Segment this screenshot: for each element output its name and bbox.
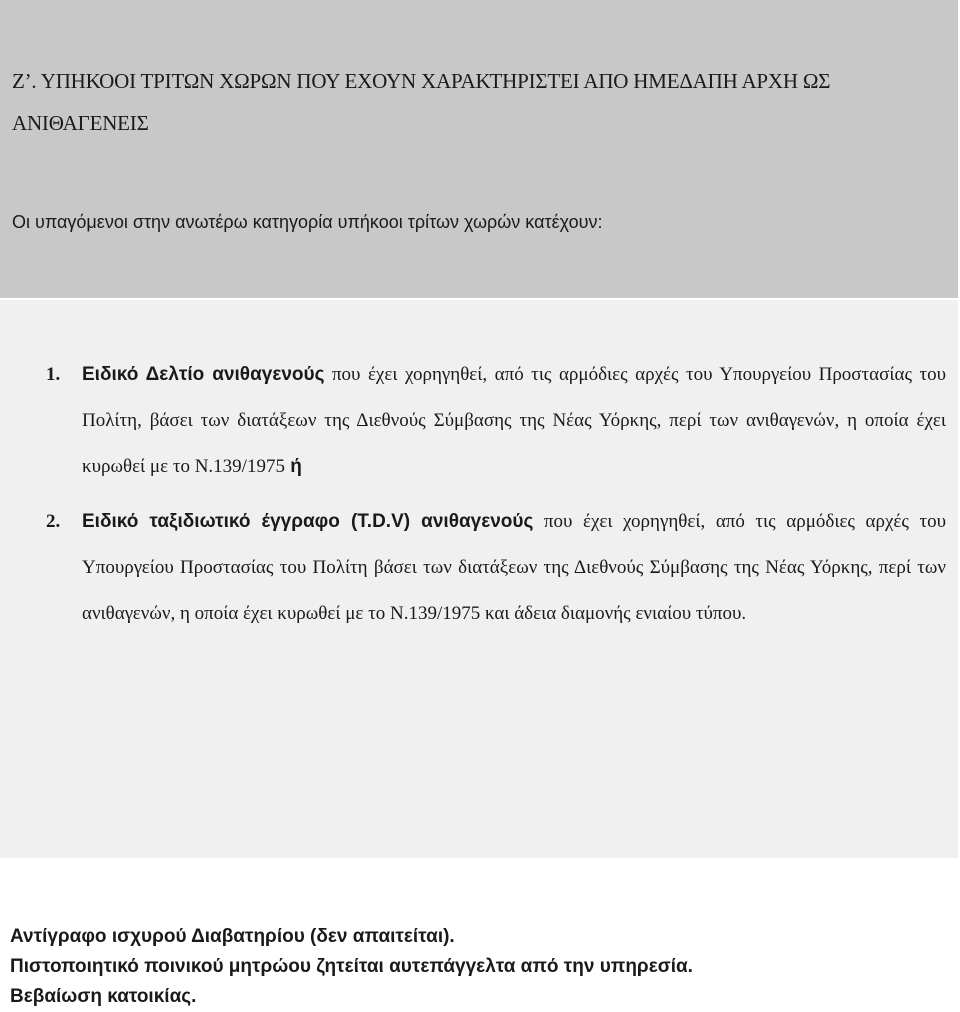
list-item-1	[46, 352, 947, 490]
footer-note-passport: Αντίγραφο ισχυρού Διαβατηρίου (δεν απαιτείται).	[10, 926, 455, 947]
footer-note-residence: Βεβαίωση κατοικίας.	[10, 986, 197, 1007]
list-item-text: που έχει χορηγηθεί, από τις αρμόδιες αρχές του Υπουργείου Προστασίας του Πολίτη βάσει των διατάξεων της Διεθνούς Σύμβασης της Νέας Υόρκης, περί των ανιθαγενών, η οποία έχει κυρωθεί με το Ν.139/1975 και άδεια διαμονής ενιαίου τύπου.	[82, 511, 946, 624]
list-item-connector: ή	[284, 456, 302, 477]
list-item-heading: Ειδικό ταξιδιωτικό έγγραφο (T.D.V) ανιθαγενούς	[82, 511, 534, 532]
list-item-number: 1.	[46, 364, 61, 385]
section-header-box	[0, 0, 958, 298]
section-intro: Οι υπαγόμενοι στην ανωτέρω κατηγορία υπήκοοι τρίτων χωρών κατέχουν:	[12, 212, 603, 232]
section-title: Ζ’. ΥΠΗΚΟΟΙ ΤΡΙΤΩΝ ΧΩΡΩΝ ΠΟΥ ΕΧΟΥΝ ΧΑΡΑΚΤΗΡΙΣΤΕΙ ΑΠΟ ΗΜΕΔΑΠΗ ΑΡΧΗ ΩΣ ΑΝΙΘΑΓΕΝΕΙΣ	[12, 69, 831, 135]
list-item-number: 2.	[46, 511, 61, 532]
footer-note-criminal-record: Πιστοποιητικό ποινικού μητρώου ζητείται αυτεπάγγελτα από την υπηρεσία.	[10, 956, 693, 977]
list-item-2	[46, 499, 946, 637]
list-item-text: που έχει χορηγηθεί, από τις αρμόδιες αρχές του Υπουργείου Προστασίας του Πολίτη, βάσει των διατάξεων της Διεθνούς Σύμβασης της Νέας Υόρκης, περί των ανιθαγενών, η οποία έχει κυρωθεί με το Ν.139/1975	[82, 364, 947, 477]
list-item-heading: Ειδικό Δελτίο ανιθαγενούς	[82, 364, 325, 385]
footer-notes	[10, 922, 940, 1012]
